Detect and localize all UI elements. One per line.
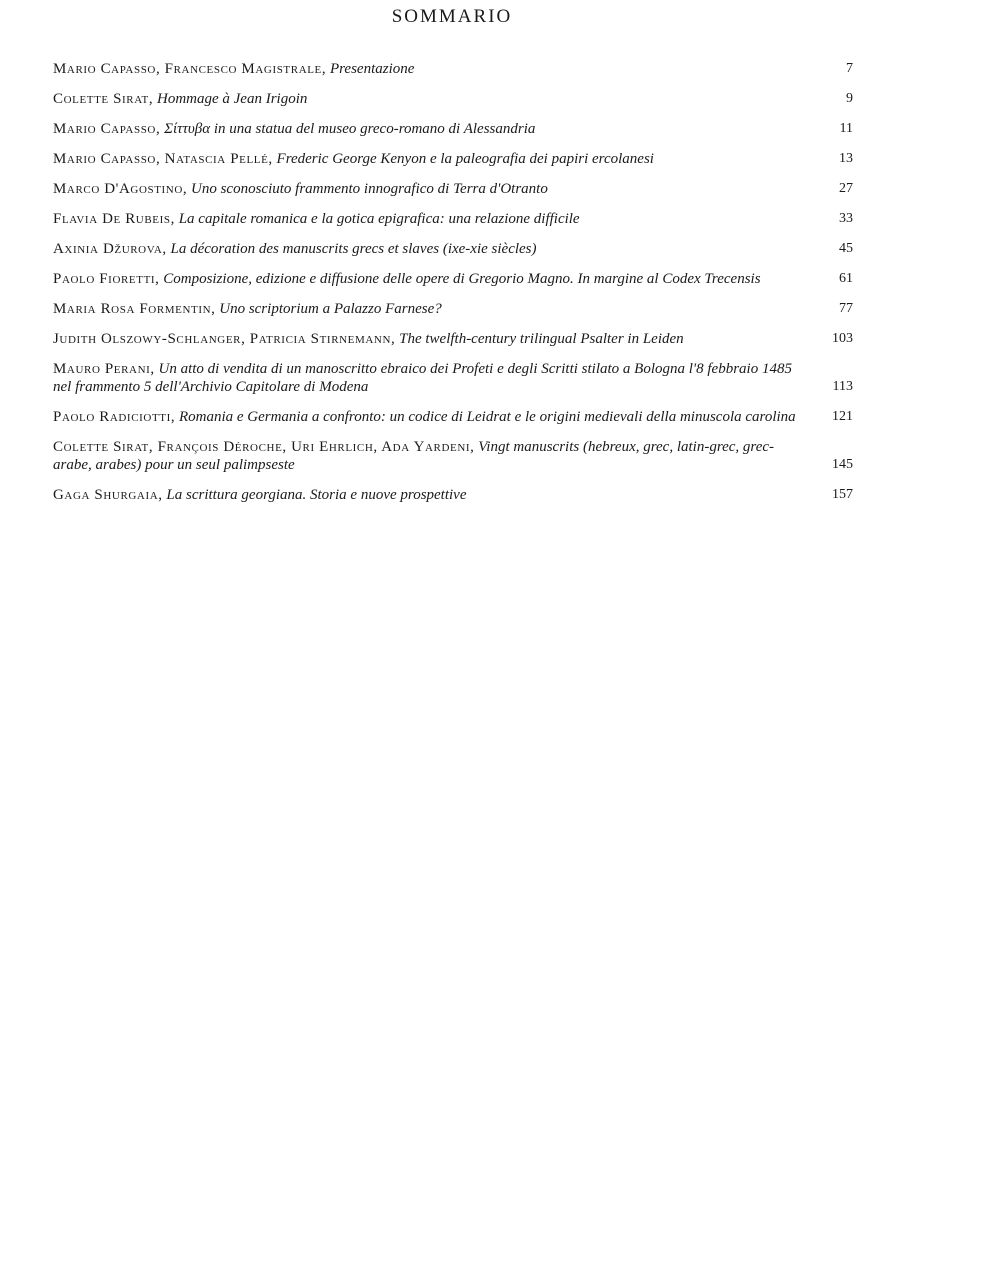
toc-entry-page: 61 [839,271,853,286]
toc-entry-authors: Marco D'Agostino, [53,181,188,197]
toc-entry-title: Un atto di vendita di un manoscritto ebraico dei Profeti e degli Scritti stilato a Bologna l'8 febbraio 1485 nel frammento 5 dell'Archivio Capitolare di Modena [53,361,792,395]
toc-entry-authors: Paolo Fioretti, [53,271,160,287]
toc-entry-authors: Judith Olszowy-Schlanger, Patricia Stirnemann, [53,331,396,347]
toc-entry-page: 33 [839,211,853,226]
toc-entry-text [53,210,803,228]
toc-entry [53,150,853,168]
table-of-contents [53,60,853,516]
toc-entry [53,120,853,138]
toc-entry-page: 45 [839,241,853,256]
toc-entry-page: 13 [839,151,853,166]
toc-entry-text [53,60,803,78]
toc-entry-title: La capitale romanica e la gotica epigrafica: una relazione difficile [178,211,580,227]
toc-entry-title: Σίττυβα in una statua del museo greco-romano di Alessandria [164,121,536,137]
toc-entry [53,180,853,198]
toc-entry-text [53,150,803,168]
toc-entry-authors: Maria Rosa Formentin, [53,301,216,317]
toc-entry-page: 145 [832,457,853,472]
toc-entry-title: Vingt manuscrits (hebreux, grec, latin-grec, grec-arabe, arabes) pour un seul palimpseste [53,439,775,473]
toc-entry-authors: Mauro Perani, [53,361,155,377]
toc-entry-page: 9 [846,91,853,106]
toc-entry-text [53,408,803,426]
toc-entry-page: 11 [839,121,853,136]
toc-entry-text [53,180,803,198]
toc-entry-page: 103 [832,331,853,346]
toc-entry-text [53,330,803,348]
toc-entry-page: 27 [839,181,853,196]
toc-entry-text [53,90,803,108]
toc-entry-authors: Mario Capasso, Natascia Pellé, [53,151,273,167]
toc-entry [53,210,853,228]
toc-entry-text [53,438,803,474]
toc-entry-title: La décoration des manuscrits grecs et slaves (ixe-xie siècles) [170,241,537,257]
toc-entry-title: Composizione, edizione e diffusione delle opere di Gregorio Magno. In margine al Codex Trecensis [163,271,761,287]
toc-entry-authors: Paolo Radiciotti, [53,409,176,425]
toc-entry-authors: Mario Capasso, Francesco Magistrale, [53,61,327,77]
toc-entry-title: The twelfth-century trilingual Psalter in Leiden [399,331,684,347]
toc-entry-text [53,120,803,138]
toc-entry-page: 113 [832,379,853,394]
toc-entry-page: 157 [832,487,853,502]
toc-entry [53,360,853,396]
toc-entry-title: Uno sconosciuto frammento innografico di Terra d'Otranto [191,181,548,197]
toc-entry [53,90,853,108]
toc-entry-authors: Colette Sirat, [53,91,154,107]
toc-entry [53,60,853,78]
toc-entry [53,408,853,426]
toc-entry-text [53,300,803,318]
toc-entry-title: Hommage à Jean Irigoin [156,91,308,107]
toc-entry-page: 77 [839,301,853,316]
toc-entry-authors: Flavia De Rubeis, [53,211,175,227]
toc-entry-title: Romania e Germania a confronto: un codice di Leidrat e le origini medievali della minuscola carolina [178,409,796,425]
toc-entry-title: Presentazione [329,61,415,77]
toc-entry-page: 7 [846,61,853,76]
toc-entry-authors: Axinia Džurova, [53,241,167,257]
toc-entry-text [53,486,803,504]
toc-entry [53,486,853,504]
toc-entry-text [53,240,803,258]
toc-entry-title: La scrittura georgiana. Storia e nuove prospettive [166,487,467,503]
toc-entry-authors: Colette Sirat, François Déroche, Uri Ehrlich, Ada Yardeni, [53,439,475,455]
toc-entry [53,300,853,318]
toc-entry [53,240,853,258]
toc-entry-title: Uno scriptorium a Palazzo Farnese? [219,301,442,317]
toc-entry [53,438,853,474]
toc-entry-authors: Mario Capasso, [53,121,161,137]
toc-entry-text [53,360,803,396]
toc-entry-authors: Gaga Shurgaia, [53,487,163,503]
toc-entry [53,330,853,348]
page-title: SOMMARIO [391,6,513,27]
toc-entry-text [53,270,803,288]
toc-entry-title: Frederic George Kenyon e la paleografia dei papiri ercolanesi [276,151,654,167]
toc-entry-page: 121 [832,409,853,424]
toc-entry [53,270,853,288]
